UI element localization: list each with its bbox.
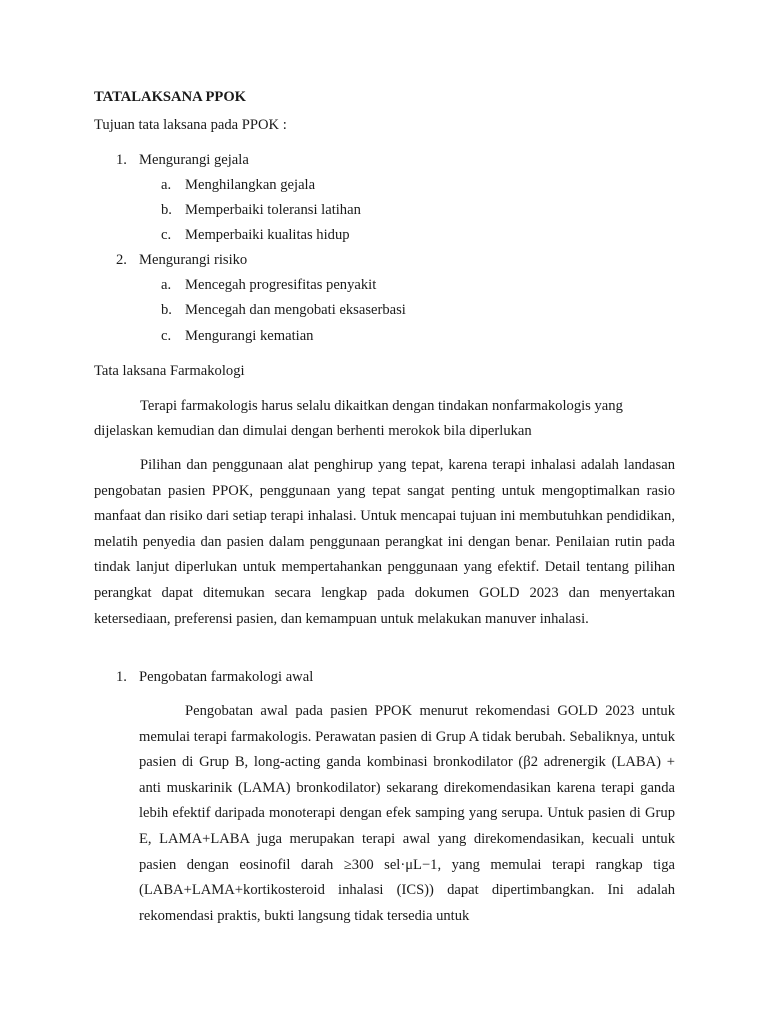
- goal-1-label: Mengurangi gejala: [139, 152, 249, 168]
- goal-1-sub-b: Memperbaiki toleransi latihan: [185, 202, 361, 218]
- goal-2-sub-a: Mencegah progresifitas penyakit: [185, 277, 377, 293]
- goal-1-number: 1.: [116, 152, 127, 168]
- paragraph-1-line-1: Terapi farmakologis harus selalu dikaitkan dengan tindakan nonfarmakologis yang: [140, 398, 623, 414]
- paragraph-2-text: Pilihan dan penggunaan alat penghirup yang tepat, karena terapi inhalasi adalah landasan pengobatan pasien PPOK, penggunaan yang tepat sangat penting untuk mengoptimalkan rasio manfaat dan risiko dari setiap terapi inhalasi. Untuk mencapai tujuan ini membutuhkan pendidikan, melatih penyedia dan pasien dalam penggunaan perangkat ini dengan benar. Penilaian rutin pada tindak lanjut diperlukan untuk mempertahankan penggunaan yang efektif. Detail tentang pilihan perangkat dapat ditemukan secara lengkap pada dokumen GOLD 2023 dan menyertakan ketersediaan, preferensi pasien, dan kemampuan untuk melakukan manuver inhalasi.: [94, 457, 675, 627]
- goal-1-sub-c: Memperbaiki kualitas hidup: [185, 227, 350, 243]
- goal-1-sub-b-letter: b.: [161, 202, 172, 218]
- goal-2-sub-a-letter: a.: [161, 277, 172, 293]
- goal-2-sub-b-letter: b.: [161, 302, 172, 318]
- goal-2-sub-c-letter: c.: [161, 328, 172, 344]
- intro-text: Tujuan tata laksana pada PPOK :: [94, 117, 287, 133]
- section-1-number: 1.: [116, 669, 127, 685]
- paragraph-2: [94, 453, 675, 632]
- goal-1-sub-a-letter: a.: [161, 177, 172, 193]
- goal-1-sub-c-letter: c.: [161, 227, 172, 243]
- paragraph-3-text: Pengobatan awal pada pasien PPOK menurut rekomendasi GOLD 2023 untuk memulai terapi farmakologis. Perawatan pasien di Grup A tidak berubah. Sebaliknya, untuk pasien di Grup B, long-acting ganda kombinasi bronkodilator (β2 adrenergik (LABA) + anti muskarinik (LAMA) bronkodilator) sekarang direkomendasikan karena terapi ganda lebih efektif daripada monoterapi dengan efek samping yang serupa. Untuk pasien di Grup E, LAMA+LABA juga merupakan terapi awal yang direkomendasikan, kecuali untuk pasien dengan eosinofil darah ≥300 sel·μL−1, yang memulai terapi rangkap tiga (LABA+LAMA+kortikosteroid inhalasi (ICS)) dapat dipertimbangkan. Ini adalah rekomendasi praktis, bukti langsung tidak tersedia untuk: [139, 703, 675, 924]
- goal-2-sub-b: Mencegah dan mengobati eksaserbasi: [185, 302, 406, 318]
- goal-2-number: 2.: [116, 252, 127, 268]
- paragraph-3: [139, 699, 675, 929]
- goal-1-sub-a: Menghilangkan gejala: [185, 177, 316, 193]
- goal-2-label: Mengurangi risiko: [139, 252, 248, 268]
- goal-2-sub-c: Mengurangi kematian: [185, 328, 314, 344]
- document-title: TATALAKSANA PPOK: [94, 89, 247, 105]
- paragraph-1-line-2: dijelaskan kemudian dan dimulai dengan berhenti merokok bila diperlukan: [94, 423, 532, 439]
- pharmacology-heading: Tata laksana Farmakologi: [94, 363, 245, 379]
- section-1-title: Pengobatan farmakologi awal: [139, 669, 314, 685]
